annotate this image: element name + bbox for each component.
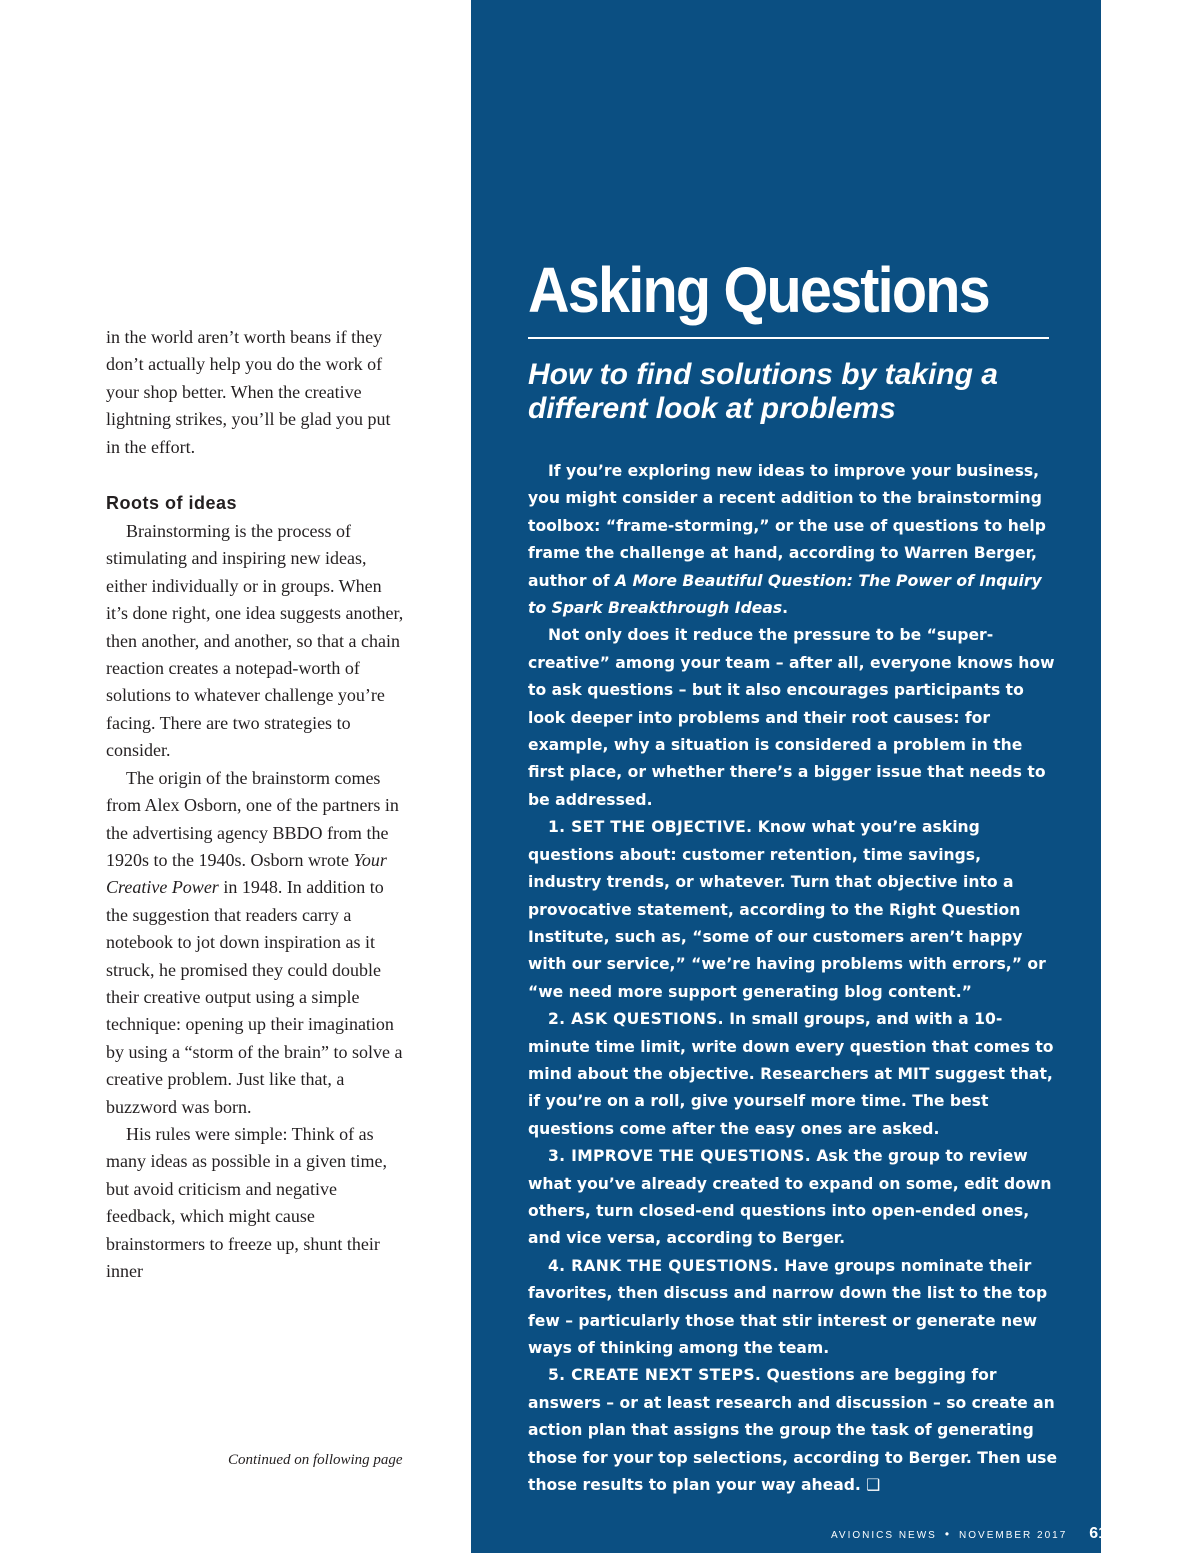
title-rule: [528, 337, 1049, 339]
intro-paragraph: in the world aren’t worth beans if they don’t actually help you do the work of your shop better. When the creative lightning strikes, you’ll be glad you put in the effort.: [106, 327, 391, 457]
step-4-text: Have groups nominate their favorites, then discuss and narrow down the list to the top few – particularly those that stir interest or generate new ways of thinking among the team.: [528, 1256, 1048, 1357]
step-4-head: 4. RANK THE QUESTIONS.: [548, 1256, 779, 1275]
step-1-text: Know what you’re asking questions about: customer retention, time savings, industry trends, or whatever. Turn that objective into a provocative statement, according to the Right Question Institute, such as, “some of our customers aren’t happy with our service,” “we’re having problems with errors,” or “we need more support generating blog content.”: [528, 818, 1046, 1001]
step-5-head: 5. CREATE NEXT STEPS.: [548, 1366, 762, 1385]
step-3-head: 3. IMPROVE THE QUESTIONS.: [548, 1147, 811, 1166]
page-footer: [831, 1525, 1108, 1543]
publication-name: AVIONICS NEWS: [831, 1530, 937, 1541]
body-paragraph-2-end: in 1948. In addition to the suggestion that readers carry a notebook to jot down inspiration as it struck, he promised they could double their creative output using a simple technique: opening up their imagination by using a “storm of the brain” to solve a creative problem. Just like that, a buzzword was born.: [106, 877, 403, 1117]
step-2: [528, 1006, 1058, 1143]
page-number: 61: [1089, 1525, 1108, 1542]
step-3-text: Ask the group to review what you’ve already created to expand on some, edit down others, turn closed-end questions into open-ended ones, and vice versa, according to Berger.: [528, 1147, 1052, 1248]
sidebar-body: [528, 458, 1058, 1499]
sidebar-book-title: A More Beautiful Question: The Power of Inquiry to Spark Breakthrough Ideas: [528, 571, 1042, 618]
sidebar-box: [471, 0, 1108, 1553]
section-subhead: Roots of ideas: [106, 493, 238, 514]
step-5-text: Questions are begging for answers – or at least research and discussion – so create an action plan that assigns the group the task of generating those for your top selections, according to Berger. Then use those results to plan your way ahead. ❑: [528, 1366, 1058, 1495]
sidebar-intro-start: If you’re exploring new ideas to improve your business, you might consider a recent addition to the brainstorming toolbox: “frame-storming,” or the use of questions to help frame the challenge at hand, according to Warren Berger, author of: [528, 462, 1046, 590]
issue-date: NOVEMBER 2017: [959, 1530, 1068, 1541]
sidebar-subtitle: How to find solutions by taking a different look at problems: [528, 358, 998, 425]
body-paragraph-1: Brainstorming is the process of stimulating and inspiring new ideas, either individually or in groups. When it’s done right, one idea suggests another, then another, and another, so that a chain reaction creates a notepad-worth of solutions to whatever challenge you’re facing. There are two strategies to consider.: [106, 521, 404, 761]
body-paragraph-2: [106, 765, 406, 1121]
step-1: [528, 814, 1058, 1006]
step-4: [528, 1253, 1058, 1363]
book-title: Your Creative Power: [106, 849, 387, 898]
sidebar-intro: [528, 458, 1058, 622]
body-paragraph-2-start: The origin of the brainstorm comes from Alex Osborn, one of the partners in the advertising agency BBDO from the 1920s to the 1940s. Osborn wrote: [106, 767, 399, 870]
step-5: [528, 1362, 1058, 1499]
step-2-head: 2. ASK QUESTIONS.: [548, 1010, 724, 1029]
left-column: [106, 324, 406, 1285]
footer-bullet: •: [944, 1527, 952, 1541]
sidebar-title: Asking Questions: [528, 254, 989, 326]
body-paragraph-3: His rules were simple: Think of as many ideas as possible in a given time, but avoid criticism and negative feedback, which might cause brainstormers to freeze up, shunt their inner: [106, 1123, 387, 1281]
paragraph-gap: [106, 461, 406, 488]
step-2-text: In small groups, and with a 10-minute time limit, write down every question that comes to mind about the objective. Researchers at MIT suggest that, if you’re on a roll, give yourself more time. The best questions come after the easy ones are asked.: [528, 1010, 1054, 1138]
step-1-head: 1. SET THE OBJECTIVE.: [548, 818, 753, 837]
sidebar-intro-end: .: [782, 599, 789, 618]
step-3: [528, 1143, 1058, 1253]
continued-note: Continued on following page: [228, 1452, 403, 1468]
sidebar-paragraph-2: Not only does it reduce the pressure to be “super-creative” among your team – after all, everyone knows how to ask questions – but it also encourages participants to look deeper into problems and their root causes: for example, why a situation is considered a problem in the first place, or whether there’s a bigger issue that needs to be addressed.: [528, 626, 1055, 809]
